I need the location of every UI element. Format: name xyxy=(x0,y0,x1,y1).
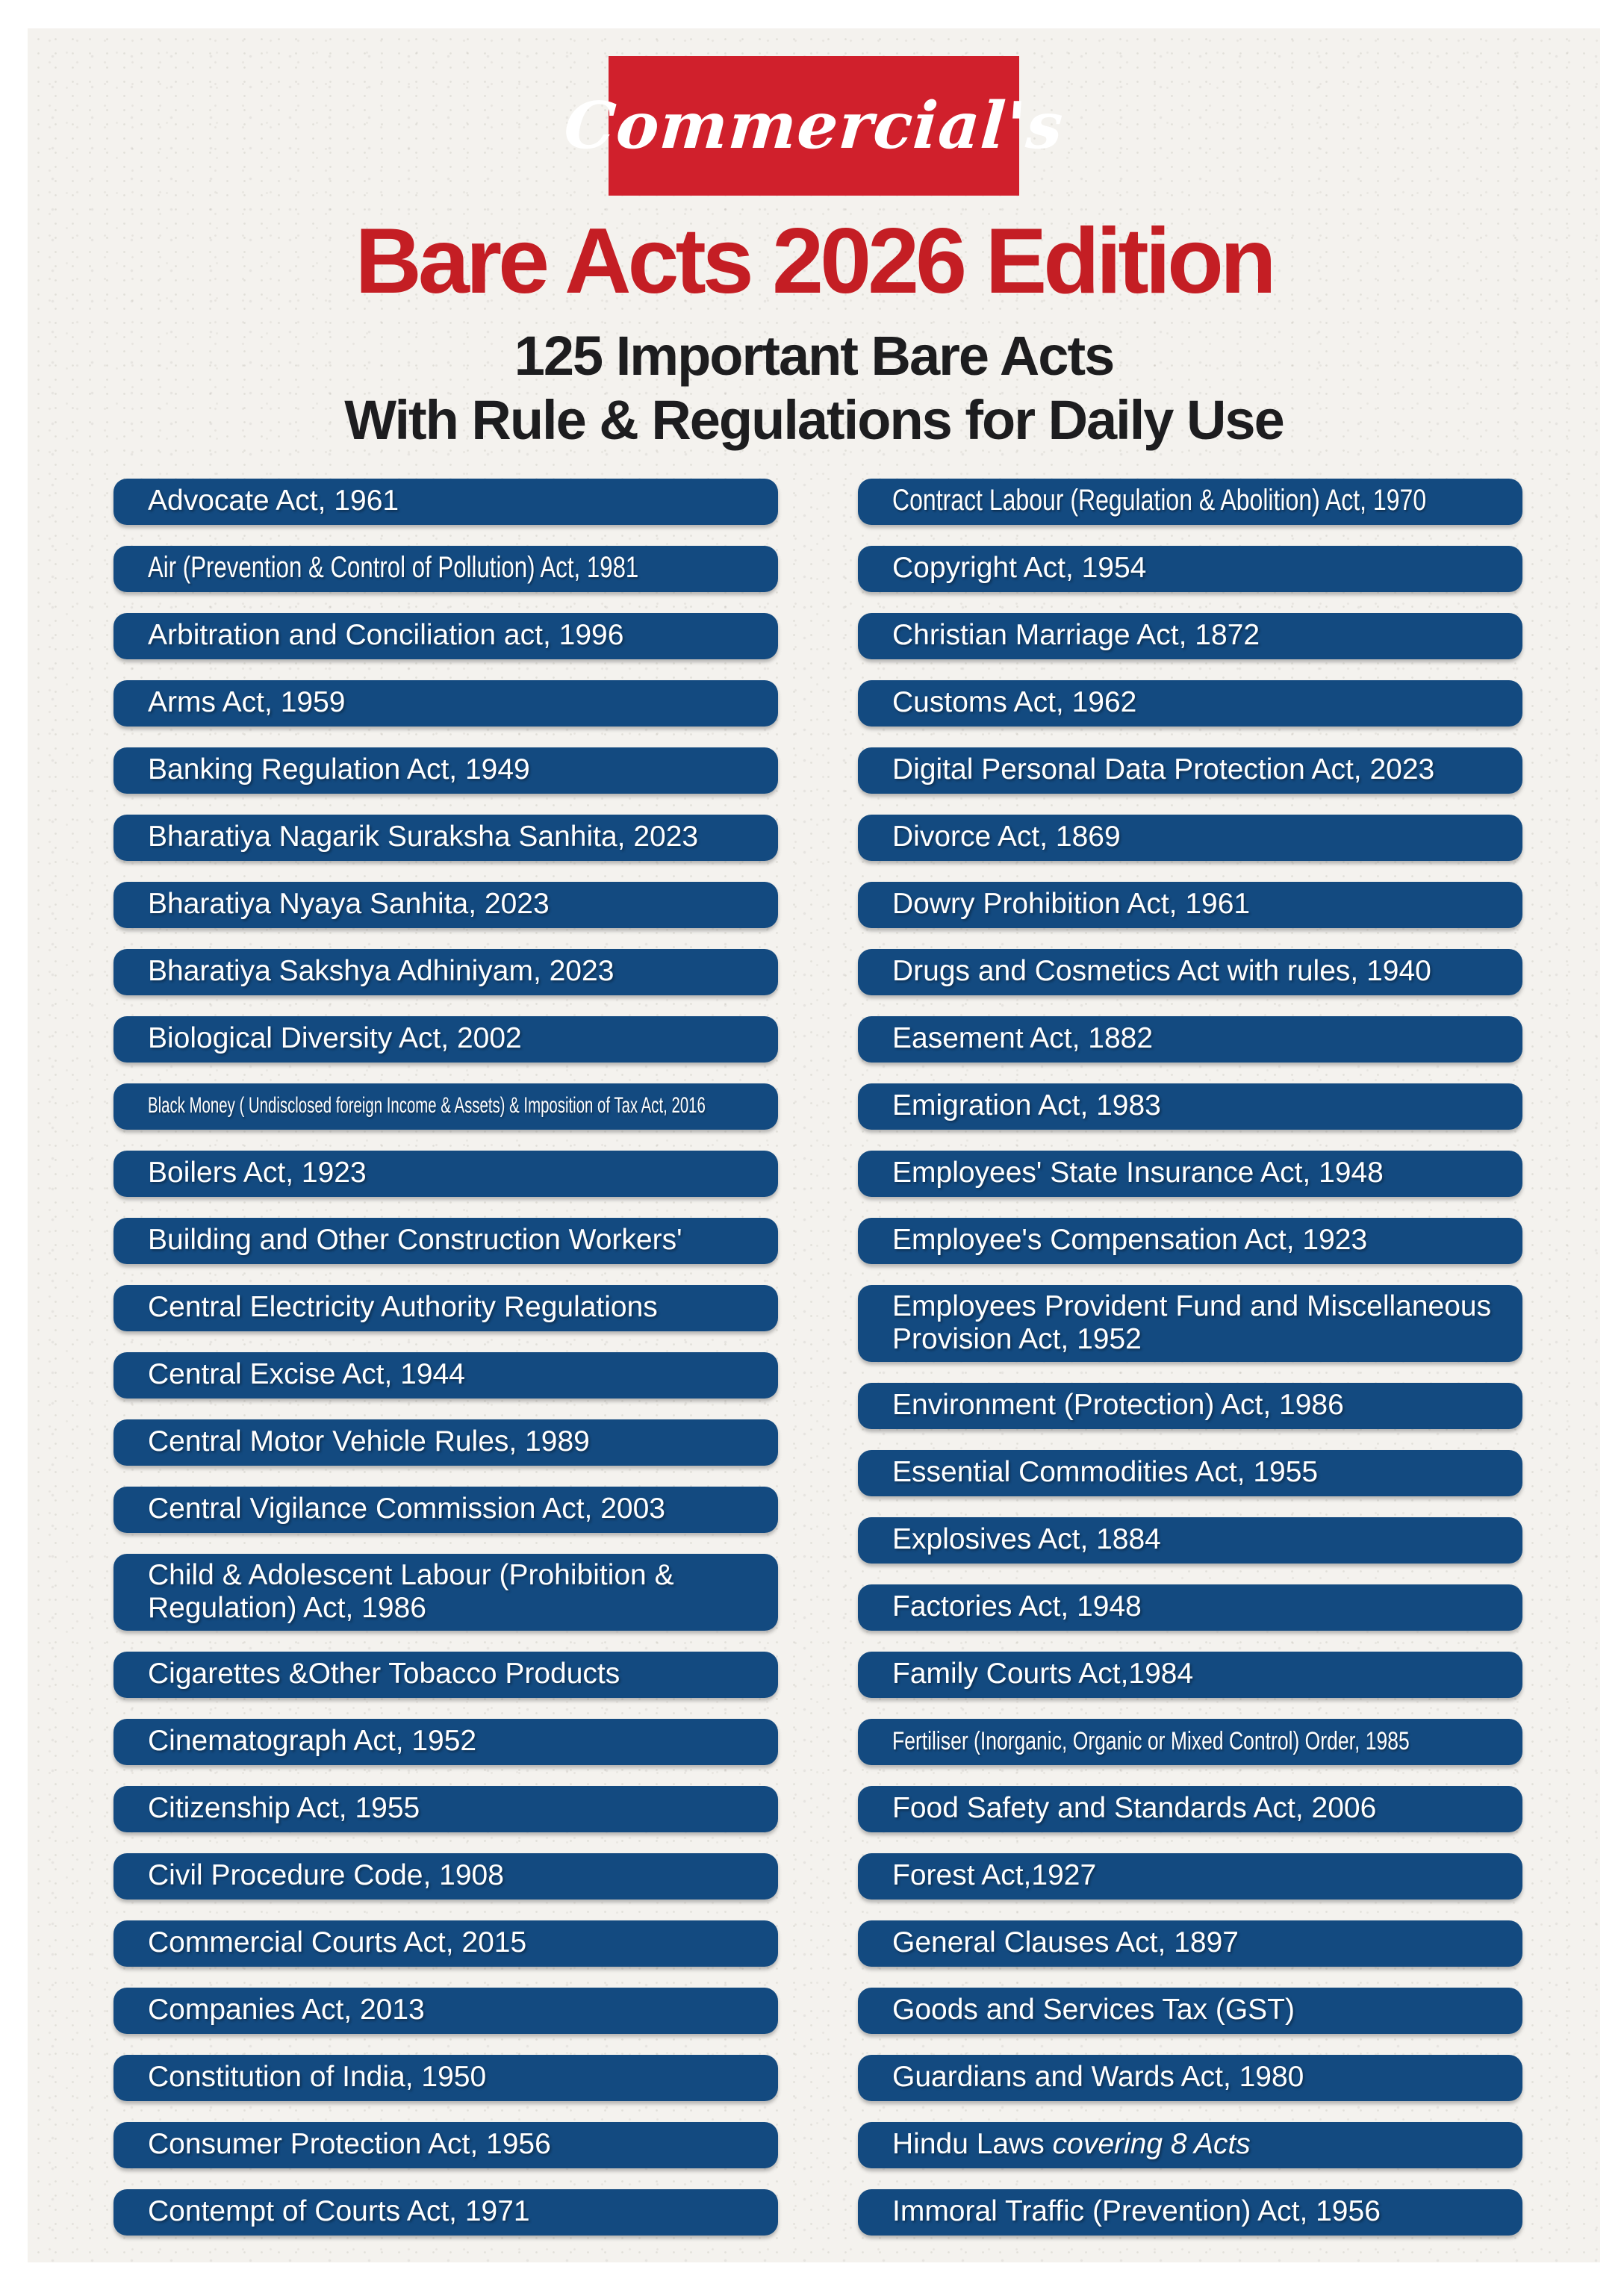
act-item xyxy=(858,1083,1522,1130)
act-label: General Clauses Act, 1897 xyxy=(892,1926,1239,1959)
act-item xyxy=(113,2189,778,2236)
act-item xyxy=(113,1786,778,1832)
act-item xyxy=(858,1853,1522,1900)
act-label: Christian Marriage Act, 1872 xyxy=(892,619,1260,652)
act-label: Easement Act, 1882 xyxy=(892,1022,1154,1055)
act-item xyxy=(858,1016,1522,1063)
act-label: Divorce Act, 1869 xyxy=(892,821,1121,853)
act-item xyxy=(113,613,778,659)
act-item xyxy=(858,613,1522,659)
act-item xyxy=(113,1151,778,1197)
act-item xyxy=(858,479,1522,525)
act-item xyxy=(858,1988,1522,2034)
act-label: Contempt of Courts Act, 1971 xyxy=(148,2195,530,2228)
act-label: Essential Commodities Act, 1955 xyxy=(892,1456,1319,1489)
act-item xyxy=(113,1083,778,1130)
act-label: Factories Act, 1948 xyxy=(892,1590,1142,1623)
act-label: Goods and Services Tax (GST) xyxy=(892,1994,1295,2026)
act-item xyxy=(113,1988,778,2034)
subtitle-line-2: With Rule & Regulations for Daily Use xyxy=(344,389,1284,452)
act-label: Employee's Compensation Act, 1923 xyxy=(892,1224,1368,1257)
act-item xyxy=(113,546,778,592)
act-item xyxy=(858,1450,1522,1496)
acts-column-left xyxy=(113,479,778,2236)
act-item xyxy=(858,546,1522,592)
act-item xyxy=(858,2122,1522,2168)
paper-background xyxy=(28,28,1600,2262)
act-label: Central Vigilance Commission Act, 2003 xyxy=(148,1493,665,1525)
act-item xyxy=(858,815,1522,861)
act-item xyxy=(858,747,1522,794)
act-item xyxy=(858,1517,1522,1564)
act-item xyxy=(858,949,1522,995)
act-item xyxy=(113,882,778,928)
act-label: Dowry Prohibition Act, 1961 xyxy=(892,888,1251,921)
act-item xyxy=(858,1652,1522,1698)
act-label: Civil Procedure Code, 1908 xyxy=(148,1859,504,1892)
act-item xyxy=(113,1352,778,1399)
act-item xyxy=(113,680,778,727)
page-title: Bare Acts 2026 Edition xyxy=(355,210,1273,313)
act-label-italic-suffix: covering 8 Acts xyxy=(1052,2128,1251,2161)
act-item xyxy=(113,1419,778,1466)
act-label: Cigarettes &Other Tobacco Products xyxy=(148,1658,620,1690)
act-label: Family Courts Act,1984 xyxy=(892,1658,1194,1690)
act-item xyxy=(113,1218,778,1264)
act-label: Digital Personal Data Protection Act, 2023 xyxy=(892,753,1435,786)
act-item xyxy=(858,882,1522,928)
act-label: Hindu Laws covering 8 Acts xyxy=(892,2128,1251,2161)
act-label: Employees' State Insurance Act, 1948 xyxy=(892,1157,1384,1189)
act-label: Drugs and Cosmetics Act with rules, 1940 xyxy=(892,955,1431,988)
act-label: Copyright Act, 1954 xyxy=(892,552,1147,585)
act-item xyxy=(858,680,1522,727)
act-label: Constitution of India, 1950 xyxy=(148,2061,487,2094)
acts-grid xyxy=(28,479,1600,2236)
act-item xyxy=(113,2122,778,2168)
act-label: Customs Act, 1962 xyxy=(892,686,1137,719)
poster-content xyxy=(28,28,1600,2236)
act-item xyxy=(113,949,778,995)
act-label: Fertiliser (Inorganic, Organic or Mixed Control) Order, 1985 xyxy=(892,1727,1410,1756)
act-label: Environment (Protection) Act, 1986 xyxy=(892,1389,1344,1422)
act-item xyxy=(858,1151,1522,1197)
act-item xyxy=(113,1920,778,1967)
act-label: Bharatiya Sakshya Adhiniyam, 2023 xyxy=(148,955,615,988)
act-label: Air (Prevention & Control of Pollution) Act, 1981 xyxy=(148,551,639,585)
act-label: Guardians and Wards Act, 1980 xyxy=(892,2061,1304,2094)
act-label: Forest Act,1927 xyxy=(892,1859,1097,1892)
act-item xyxy=(113,1487,778,1533)
act-item xyxy=(113,1719,778,1765)
act-item xyxy=(858,1786,1522,1832)
act-item xyxy=(858,1285,1522,1362)
act-label: Explosives Act, 1884 xyxy=(892,1523,1161,1556)
act-label: Building and Other Construction Workers' xyxy=(148,1224,682,1257)
act-label: Banking Regulation Act, 1949 xyxy=(148,753,530,786)
act-item xyxy=(858,2189,1522,2236)
act-label: Food Safety and Standards Act, 2006 xyxy=(892,1792,1377,1825)
act-item xyxy=(858,1218,1522,1264)
act-label: Employees Provident Fund and Miscellaneous Provision Act, 1952 xyxy=(892,1289,1492,1355)
act-label: Immoral Traffic (Prevention) Act, 1956 xyxy=(892,2195,1381,2228)
act-item xyxy=(113,1554,778,1631)
act-label: Citizenship Act, 1955 xyxy=(148,1792,420,1825)
act-item xyxy=(858,2055,1522,2101)
act-label: Bharatiya Nyaya Sanhita, 2023 xyxy=(148,888,550,921)
act-label: Central Motor Vehicle Rules, 1989 xyxy=(148,1425,590,1458)
act-item xyxy=(858,1383,1522,1429)
act-item xyxy=(113,1285,778,1331)
act-label: Arbitration and Conciliation act, 1996 xyxy=(148,619,624,652)
subtitle-line-1: 125 Important Bare Acts xyxy=(514,325,1114,387)
act-label: Bharatiya Nagarik Suraksha Sanhita, 2023 xyxy=(148,821,699,853)
act-label: Biological Diversity Act, 2002 xyxy=(148,1022,522,1055)
act-label: Child & Adolescent Labour (Prohibition & Regulation) Act, 1986 xyxy=(148,1558,674,1624)
act-item xyxy=(113,479,778,525)
act-item xyxy=(858,1584,1522,1631)
act-item xyxy=(113,1652,778,1698)
brand-logo xyxy=(561,56,1066,196)
act-label: Companies Act, 2013 xyxy=(148,1994,425,2026)
act-label: Emigration Act, 1983 xyxy=(892,1089,1161,1122)
act-item xyxy=(113,1853,778,1900)
act-item xyxy=(113,747,778,794)
act-label: Central Electricity Authority Regulations xyxy=(148,1291,658,1324)
act-label: Black Money ( Undisclosed foreign Income & Assets) & Imposition of Tax Act, 2016 xyxy=(148,1093,706,1119)
act-item xyxy=(858,1920,1522,1967)
act-label: Contract Labour (Regulation & Abolition) Act, 1970 xyxy=(892,484,1427,517)
act-item xyxy=(113,2055,778,2101)
act-label: Boilers Act, 1923 xyxy=(148,1157,367,1189)
act-label: Cinematograph Act, 1952 xyxy=(148,1725,477,1758)
act-label: Central Excise Act, 1944 xyxy=(148,1358,465,1391)
brand-logo-text: Commercial's xyxy=(561,88,1066,164)
act-item xyxy=(113,815,778,861)
acts-column-right xyxy=(858,479,1522,2236)
act-label: Advocate Act, 1961 xyxy=(148,485,399,517)
act-label: Arms Act, 1959 xyxy=(148,686,346,719)
act-item xyxy=(113,1016,778,1063)
act-label: Consumer Protection Act, 1956 xyxy=(148,2128,551,2161)
act-label: Commercial Courts Act, 2015 xyxy=(148,1926,527,1959)
act-item xyxy=(858,1719,1522,1765)
